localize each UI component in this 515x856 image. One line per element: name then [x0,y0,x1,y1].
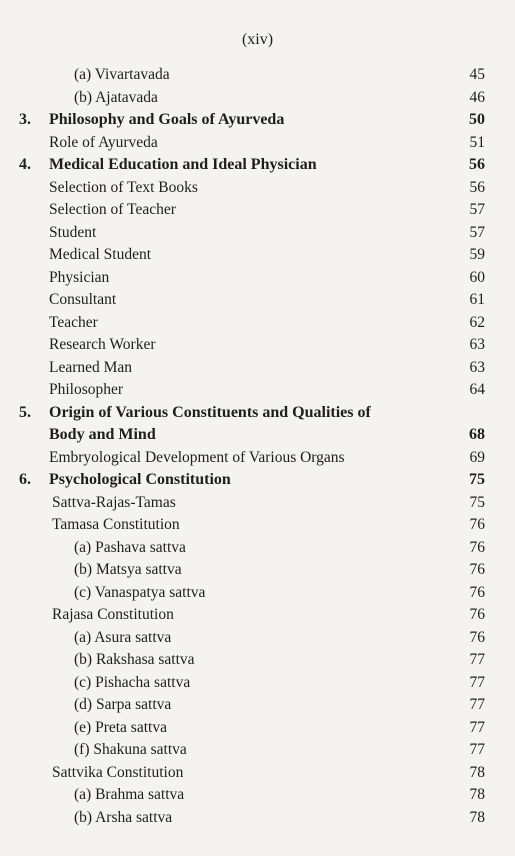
toc-entry-title: (a) Vivartavada [74,66,170,83]
toc-entry-title: Philosopher [49,381,124,398]
toc-entry-title: (f) Shakuna sattva [74,741,187,758]
toc-page-number: 78 [469,763,485,781]
toc-page-number: 75 [469,493,485,511]
toc-chapter-number: 3. [19,111,31,128]
toc-entry-title: (a) Brahma sattva [74,786,185,803]
toc-entry [0,739,515,762]
toc-entry-title: Student [49,223,97,241]
toc-entry-title: Embryological Development of Various Organs [49,448,345,466]
toc-page-number: 76 [469,583,485,601]
toc-entry [0,222,515,245]
toc-entry-title: Research Worker [49,336,156,353]
toc-entry-title: Physician [49,268,110,286]
toc-page-number: 57 [469,201,485,218]
toc-entry [0,244,515,267]
toc-entry-title: Tamasa Constitution [52,516,180,533]
toc-page-number: 78 [469,786,485,803]
toc-page-number: 56 [469,156,485,173]
toc-entry [0,177,515,200]
toc-chapter-entry [0,469,515,492]
toc-chapter-number: 6. [19,471,31,488]
toc-entry [0,582,515,605]
toc-page-number: 46 [469,88,485,106]
toc-page-number: 45 [469,66,485,83]
toc-entry-title: Selection of Text Books [49,178,198,196]
toc-entry [0,289,515,312]
toc-chapter-entry [0,154,515,177]
toc-entry [0,64,515,87]
toc-page-number: 77 [469,741,485,758]
toc-entry-title: Medical Student [49,246,152,263]
toc-page-number: 77 [469,673,485,691]
toc-entry-title: (e) Preta sattva [74,718,167,736]
toc-entry-title: Role of Ayurveda [49,133,158,151]
toc-chapter-number: 5. [19,403,31,421]
toc-entry-title: Teacher [49,313,98,331]
toc-entry-title: Body and Mind [49,426,156,443]
toc-entry-title: Psychological Constitution [49,471,231,488]
toc-page-number: 75 [469,471,485,488]
toc-entry-title: (a) Asura sattva [74,628,172,646]
toc-chapter-number: 4. [19,156,31,173]
toc-entry [0,784,515,807]
toc-entry [0,267,515,290]
toc-chapter-entry [0,109,515,132]
toc-entry [0,627,515,650]
toc-page-number: 69 [469,448,485,466]
toc-page-number: 68 [469,426,485,443]
toc-page-number: 76 [469,516,485,533]
toc-entry-title: Medical Education and Ideal Physician [49,156,317,173]
toc-page-number: 63 [469,358,485,376]
toc-entry-title: (b) Matsya sattva [74,561,182,578]
toc-entry [0,649,515,672]
toc-entry [0,492,515,515]
toc-entry-title: (a) Pashava sattva [74,538,186,556]
toc-page-number: 76 [469,606,485,623]
toc-entry [0,559,515,582]
toc-entry-title: (b) Rakshasa sattva [74,651,195,668]
toc-entry-title: (c) Vanaspatya sattva [74,583,206,601]
toc-page-number: 64 [469,381,485,398]
toc-page-number: 57 [469,223,485,241]
toc-page-number: 60 [469,268,485,286]
toc-page-number: 76 [469,628,485,646]
toc-entry [0,537,515,560]
toc-entry [0,717,515,740]
toc-page-number: 77 [469,718,485,736]
toc-page-number: 76 [469,538,485,556]
toc-entry-title: Learned Man [49,358,133,376]
page-number: (xiv) [241,31,274,48]
toc-entry-title: (b) Ajatavada [74,88,158,106]
table-of-contents [0,64,515,829]
toc-entry [0,604,515,627]
toc-entry [0,357,515,380]
toc-entry [0,762,515,785]
toc-page-number: 61 [469,291,485,308]
toc-entry [0,807,515,830]
toc-entry-title: (c) Pishacha sattva [74,673,191,691]
toc-entry [0,379,515,402]
toc-page-number: 63 [469,336,485,353]
toc-entry-title: Rajasa Constitution [52,606,174,623]
toc-entry [0,199,515,222]
toc-entry-title: Philosophy and Goals of Ayurveda [49,111,285,128]
toc-entry-title: Origin of Various Constituents and Qualities of [49,403,371,421]
toc-page-number: 78 [469,808,485,826]
toc-page-number: 51 [469,133,485,151]
toc-chapter-entry [0,402,515,425]
toc-page-number: 76 [469,561,485,578]
toc-entry [0,694,515,717]
toc-page-number: 59 [469,246,485,263]
toc-entry [0,514,515,537]
toc-entry-title: Sattvika Constitution [52,763,184,781]
toc-chapter-entry [0,424,515,447]
toc-entry [0,87,515,110]
toc-entry [0,672,515,695]
toc-page-number: 56 [469,178,485,196]
toc-page-number: 50 [469,111,485,128]
toc-page-number: 77 [469,696,485,713]
toc-entry-title: Sattva-Rajas-Tamas [52,493,176,511]
toc-entry-title: Selection of Teacher [49,201,176,218]
toc-entry [0,132,515,155]
toc-page-number: 62 [469,313,485,331]
toc-entry-title: Consultant [49,291,117,308]
toc-entry [0,312,515,335]
toc-entry-title: (b) Arsha sattva [74,808,173,826]
toc-entry [0,447,515,470]
toc-page-number: 77 [469,651,485,668]
toc-entry [0,334,515,357]
toc-entry-title: (d) Sarpa sattva [74,696,172,713]
